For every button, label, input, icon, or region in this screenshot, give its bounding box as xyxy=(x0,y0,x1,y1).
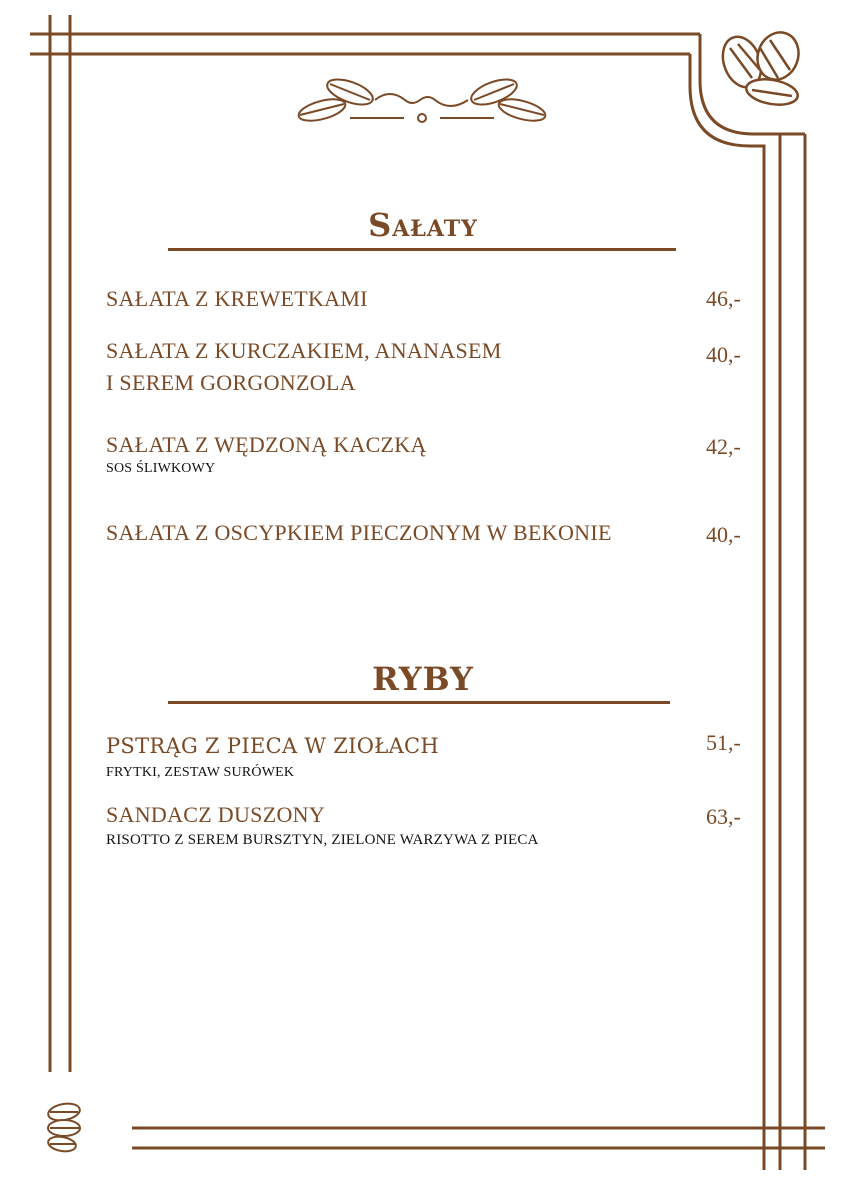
item-name: SAŁATA Z WĘDZONĄ KACZKĄ xyxy=(106,432,427,457)
item-description: FRYTKI, ZESTAW SURÓWEK xyxy=(106,765,295,780)
item-name-line-2: I SEREM GORGONZOLA xyxy=(106,370,356,395)
item-price: 51,- xyxy=(706,730,741,755)
item-name-line-1: SAŁATA Z KURCZAKIEM, ANANASEM xyxy=(106,338,502,363)
item-name: SAŁATA Z OSCYPKIEM PIECZONYM W BEKONIE xyxy=(106,520,612,545)
leaf-ornament-icon xyxy=(296,74,547,125)
title-divider xyxy=(168,248,676,251)
item-price: 42,- xyxy=(706,434,741,459)
item-price: 40,- xyxy=(706,522,741,547)
leaf-cluster-icon xyxy=(716,27,805,109)
item-name: SAŁATA Z KREWETKAMI xyxy=(106,286,368,311)
item-price: 46,- xyxy=(706,286,741,311)
item-price: 63,- xyxy=(706,804,741,829)
item-description: RISOTTO Z SEREM BURSZTYN, ZIELONE WARZYWA Z PIECA xyxy=(106,832,539,848)
section-title-fish: RYBY xyxy=(372,660,474,698)
item-name: SANDACZ DUSZONY xyxy=(106,802,326,827)
item-description: SOS ŚLIWKOWY xyxy=(106,461,216,476)
title-divider xyxy=(168,701,670,704)
item-name: PSTRĄG Z PIECA W ZIOŁACH xyxy=(106,734,440,758)
leaf-small-icon xyxy=(47,1101,81,1153)
section-title-salads: Sałaty xyxy=(368,206,478,244)
item-price: 40,- xyxy=(706,342,741,367)
